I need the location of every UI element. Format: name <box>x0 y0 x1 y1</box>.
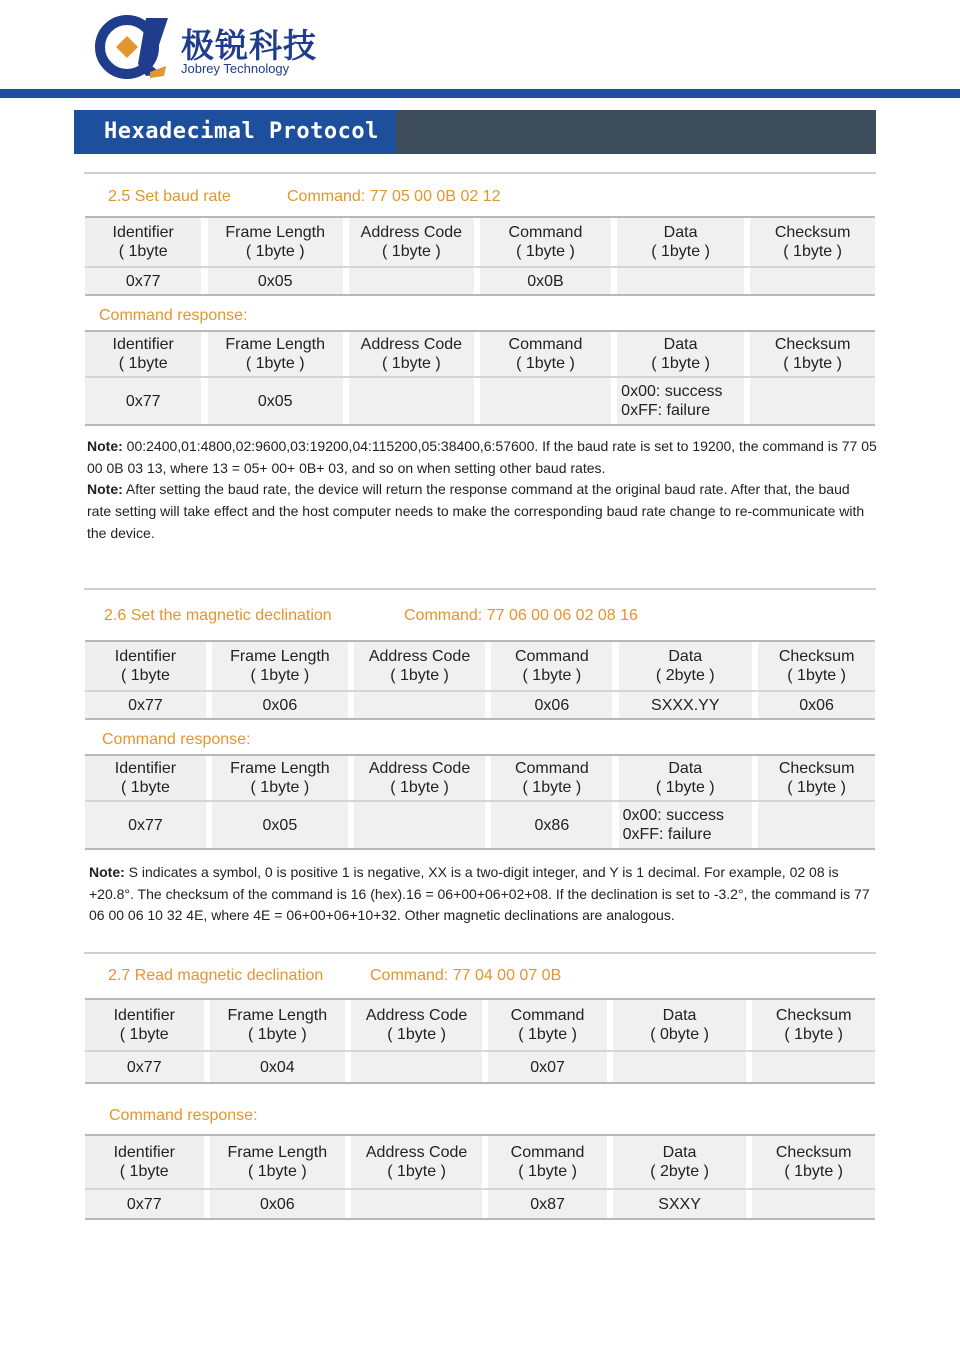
divider <box>84 952 876 954</box>
value-cell: 0x06 <box>210 1189 345 1219</box>
command-table <box>85 640 875 720</box>
header-data: Data ( 1byte ) <box>619 755 752 801</box>
response-label: Command response: <box>109 1107 258 1124</box>
header-command: Command ( 1byte ) <box>480 217 611 267</box>
header-identifier: Identifier ( 1byte <box>85 641 206 691</box>
value-cell <box>613 1051 746 1083</box>
value-cell: 0x04 <box>210 1051 345 1083</box>
divider <box>84 588 876 590</box>
header-frame-length: Frame Length ( 1byte ) <box>208 331 343 377</box>
response-table <box>85 330 875 426</box>
value-cell: 0x0B <box>480 267 611 295</box>
response-table <box>85 1134 875 1220</box>
value-cell <box>354 801 485 849</box>
value-cell: 0x87 <box>488 1189 607 1219</box>
header-command: Command ( 1byte ) <box>491 641 612 691</box>
header-data: Data ( 1byte ) <box>617 331 744 377</box>
value-cell: 0x06 <box>212 691 347 719</box>
value-cell <box>349 267 474 295</box>
command-text: Command: 77 06 00 06 02 08 16 <box>404 607 638 624</box>
header-bar <box>0 89 960 98</box>
header-checksum: Checksum ( 1byte ) <box>752 999 875 1051</box>
header-identifier: Identifier ( 1byte <box>85 999 204 1051</box>
value-cell: SXXY <box>613 1189 746 1219</box>
value-cell <box>750 377 875 425</box>
header-address-code: Address Code ( 1byte ) <box>351 999 482 1051</box>
header-address-code: Address Code ( 1byte ) <box>354 641 485 691</box>
header-address-code: Address Code ( 1byte ) <box>351 1135 482 1189</box>
header-data: Data ( 2byte ) <box>619 641 752 691</box>
value-cell <box>752 1051 875 1083</box>
brand-name-en: Jobrey Technology <box>181 61 290 76</box>
header-data: Data ( 0byte ) <box>613 999 746 1051</box>
value-cell <box>758 801 875 849</box>
response-table <box>85 754 875 850</box>
header-checksum: Checksum ( 1byte ) <box>752 1135 875 1189</box>
value-cell <box>351 1189 482 1219</box>
value-cell: 0x05 <box>208 267 343 295</box>
section-title: 2.5 Set baud rate <box>108 188 231 205</box>
header-frame-length: Frame Length ( 1byte ) <box>210 1135 345 1189</box>
note-text: Note: S indicates a symbol, 0 is positive 1 is negative, XX is a two-digit integer, and Y is 1 decimal. For example, 02 08 is +20.8°. The checksum of the command is 16 (hex).16 = 06+00+06+02+08. If the declination is set to -3.2°, the command is 77 06 00 06 10 32 4E, where 4E = 06+00+06+10+32. Other magnetic declinations are analogous. <box>89 864 870 924</box>
note-text: Note: 00:2400,01:4800,02:9600,03:19200,04:115200,05:38400,6:57600. If the baud rate is set to 19200, the command is 77 05 00 0B 03 13, where 13 = 05+ 00+ 0B+ 03, and so on when setting other baud rates. Note: After setting the baud rate, the device will return the response command at the original baud rate. After that, the baud rate setting will take effect and the host computer needs to make the corresponding baud rate change to re-communicate with the device. <box>87 438 877 541</box>
value-cell: 0x06 <box>491 691 612 719</box>
value-cell: 0x06 <box>758 691 875 719</box>
header-frame-length: Frame Length ( 1byte ) <box>212 755 347 801</box>
header-checksum: Checksum ( 1byte ) <box>758 755 875 801</box>
header-frame-length: Frame Length ( 1byte ) <box>208 217 343 267</box>
value-cell: 0x86 <box>491 801 612 849</box>
value-cell: SXXX.YY <box>619 691 752 719</box>
header-identifier: Identifier ( 1byte <box>85 217 201 267</box>
header-frame-length: Frame Length ( 1byte ) <box>210 999 345 1051</box>
header-identifier: Identifier ( 1byte <box>85 331 201 377</box>
brand-name-cn: 极锐科技 <box>181 26 317 65</box>
header-command: Command ( 1byte ) <box>491 755 612 801</box>
header-command: Command ( 1byte ) <box>488 1135 607 1189</box>
value-cell <box>349 377 474 425</box>
header-frame-length: Frame Length ( 1byte ) <box>212 641 347 691</box>
value-cell: 0x07 <box>488 1051 607 1083</box>
response-label: Command response: <box>102 731 251 748</box>
response-data-cell: 0x00: success 0xFF: failure <box>619 801 752 849</box>
section-title: 2.7 Read magnetic declination <box>108 967 324 984</box>
value-cell: 0x77 <box>85 1051 204 1083</box>
header-identifier: Identifier ( 1byte <box>85 755 206 801</box>
value-cell <box>480 377 611 425</box>
value-cell <box>750 267 875 295</box>
command-table <box>85 216 875 296</box>
value-cell: 0x77 <box>85 267 201 295</box>
value-cell <box>752 1189 875 1219</box>
value-cell: 0x77 <box>85 377 201 425</box>
section-banner <box>74 110 876 154</box>
page-header <box>0 0 960 100</box>
header-address-code: Address Code ( 1byte ) <box>349 331 474 377</box>
divider <box>84 172 876 174</box>
header-address-code: Address Code ( 1byte ) <box>354 755 485 801</box>
header-command: Command ( 1byte ) <box>480 331 611 377</box>
banner-title: Hexadecimal Protocol <box>104 119 379 144</box>
header-data: Data ( 2byte ) <box>613 1135 746 1189</box>
section-title: 2.6 Set the magnetic declination <box>104 607 332 624</box>
value-cell <box>617 267 744 295</box>
header-data: Data ( 1byte ) <box>617 217 744 267</box>
value-cell: 0x77 <box>85 801 206 849</box>
header-command: Command ( 1byte ) <box>488 999 607 1051</box>
value-cell: 0x05 <box>212 801 347 849</box>
response-label: Command response: <box>99 307 248 324</box>
header-checksum: Checksum ( 1byte ) <box>750 331 875 377</box>
response-data-cell: 0x00: success 0xFF: failure <box>617 377 744 425</box>
value-cell: 0x05 <box>208 377 343 425</box>
value-cell <box>351 1051 482 1083</box>
command-text: Command: 77 04 00 07 0B <box>370 967 562 984</box>
command-text: Command: 77 05 00 0B 02 12 <box>287 188 501 205</box>
jobrey-logo-icon <box>94 14 170 80</box>
value-cell <box>354 691 485 719</box>
header-address-code: Address Code ( 1byte ) <box>349 217 474 267</box>
value-cell: 0x77 <box>85 1189 204 1219</box>
command-table <box>85 998 875 1084</box>
header-identifier: Identifier ( 1byte <box>85 1135 204 1189</box>
value-cell: 0x77 <box>85 691 206 719</box>
header-checksum: Checksum ( 1byte ) <box>750 217 875 267</box>
header-checksum: Checksum ( 1byte ) <box>758 641 875 691</box>
